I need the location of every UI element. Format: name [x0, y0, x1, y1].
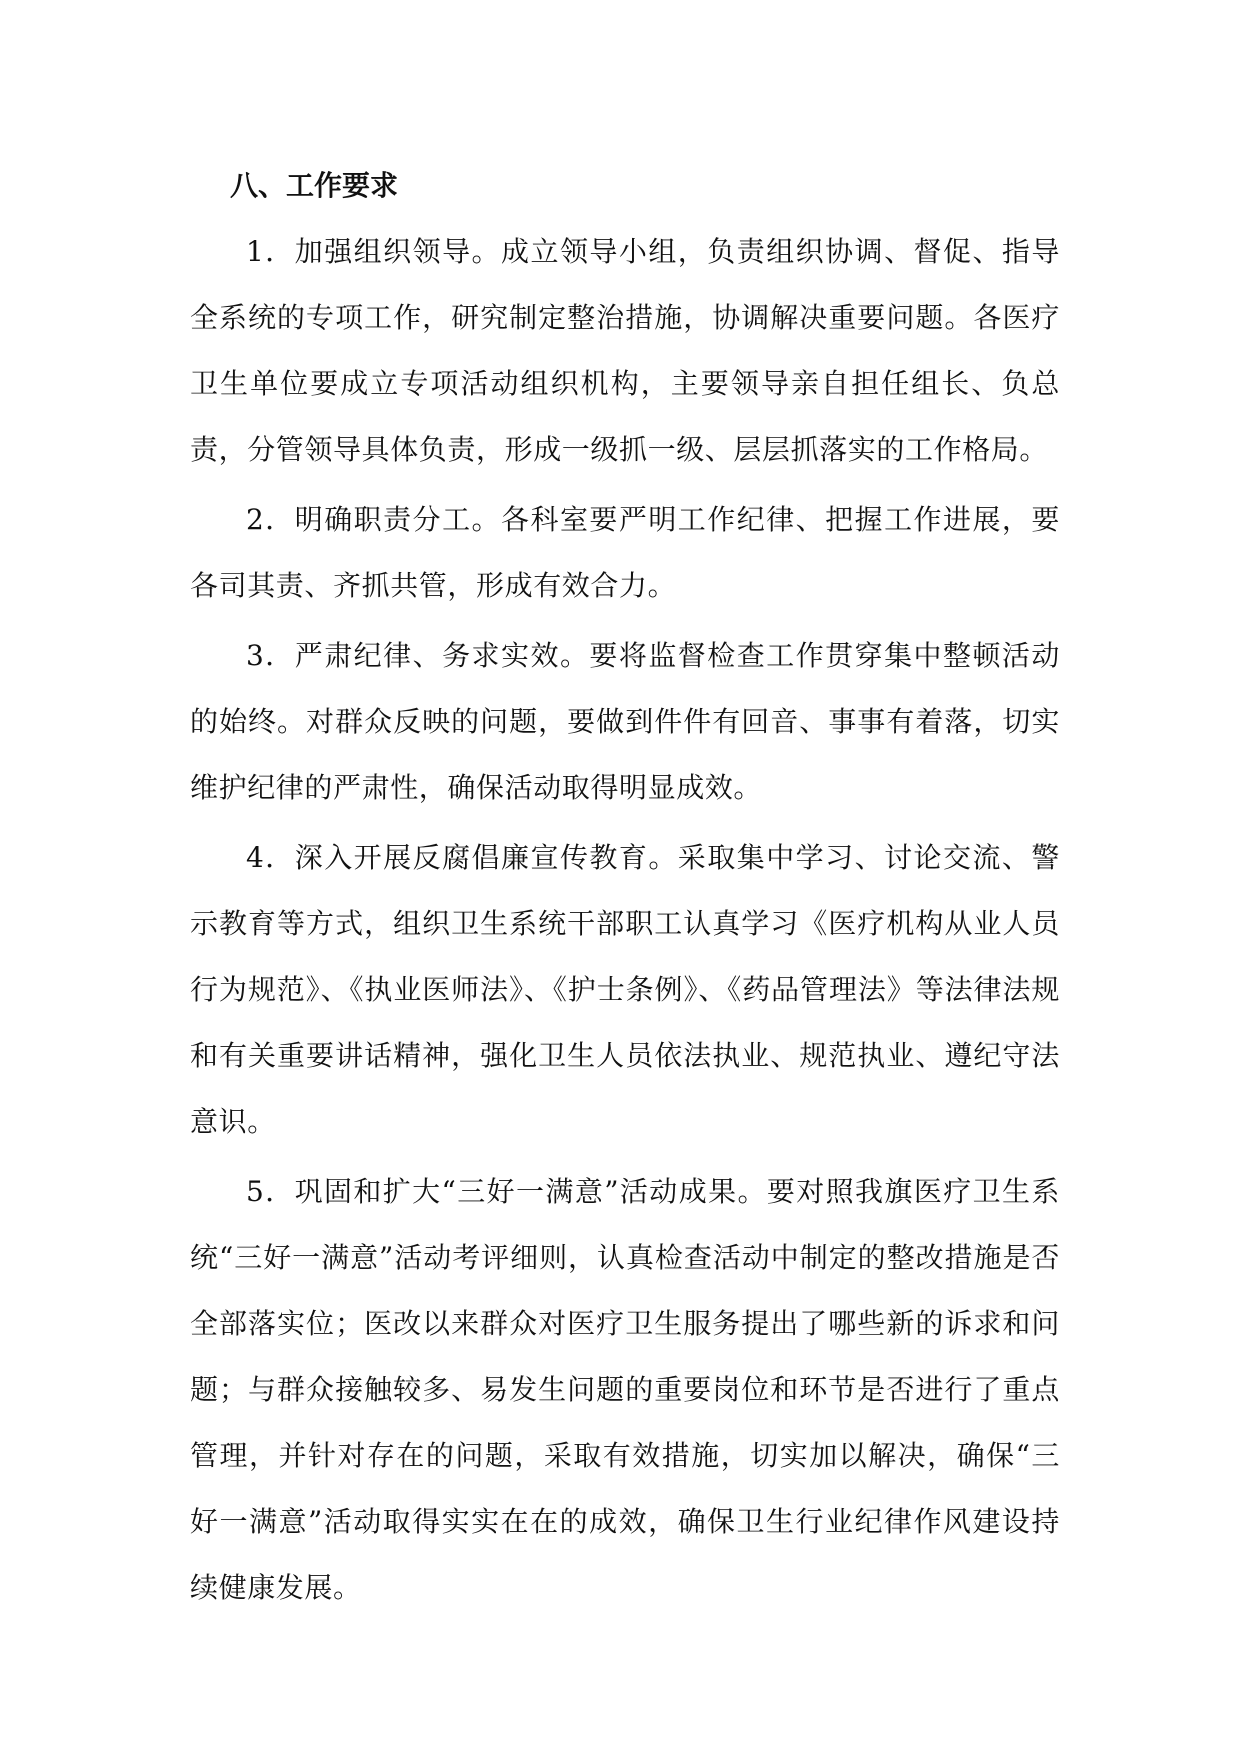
paragraph-5: 5．巩固和扩大“三好一满意”活动成果。要对照我旗医疗卫生系统“三好一满意”活动考评细则，认真检查活动中制定的整改措施是否全部落实位；医改以来群众对医疗卫生服务提出了哪些新的诉求和问题；与群众接触较多、易发生问题的重要岗位和环节是否进行了重点管理，并针对存在的问题，采取有效措施，切实加以解决，确保“三好一满意”活动取得实实在在的成效，确保卫生行业纪律作风建设持续健康发展。 — [190, 1175, 1060, 1604]
paragraph-3: 3．严肃纪律、务求实效。要将监督检查工作贯穿集中整顿活动的始终。对群众反映的问题，要做到件件有回音、事事有着落，切实维护纪律的严肃性，确保活动取得明显成效。 — [190, 639, 1060, 804]
section-heading: 八、工作要求 — [230, 169, 399, 202]
paragraph-4: 4．深入开展反腐倡廉宣传教育。采取集中学习、讨论交流、警示教育等方式，组织卫生系统干部职工认真学习《医疗机构从业人员行为规范》、《执业医师法》、《护士条例》、《药品管理法》等法律法规和有关重要讲话精神，强化卫生人员依法执业、规范执业、遵纪守法意识。 — [190, 841, 1060, 1138]
paragraph-2: 2．明确职责分工。各科室要严明工作纪律、把握工作进展，要各司其责、齐抓共管，形成有效合力。 — [190, 503, 1060, 602]
paragraph-1: 1．加强组织领导。成立领导小组，负责组织协调、督促、指导全系统的专项工作，研究制定整治措施，协调解决重要问题。各医疗卫生单位要成立专项活动组织机构，主要领导亲自担任组长、负总责，分管领导具体负责，形成一级抓一级、层层抓落实的工作格局。 — [190, 235, 1060, 466]
document-body — [190, 158, 1060, 1625]
